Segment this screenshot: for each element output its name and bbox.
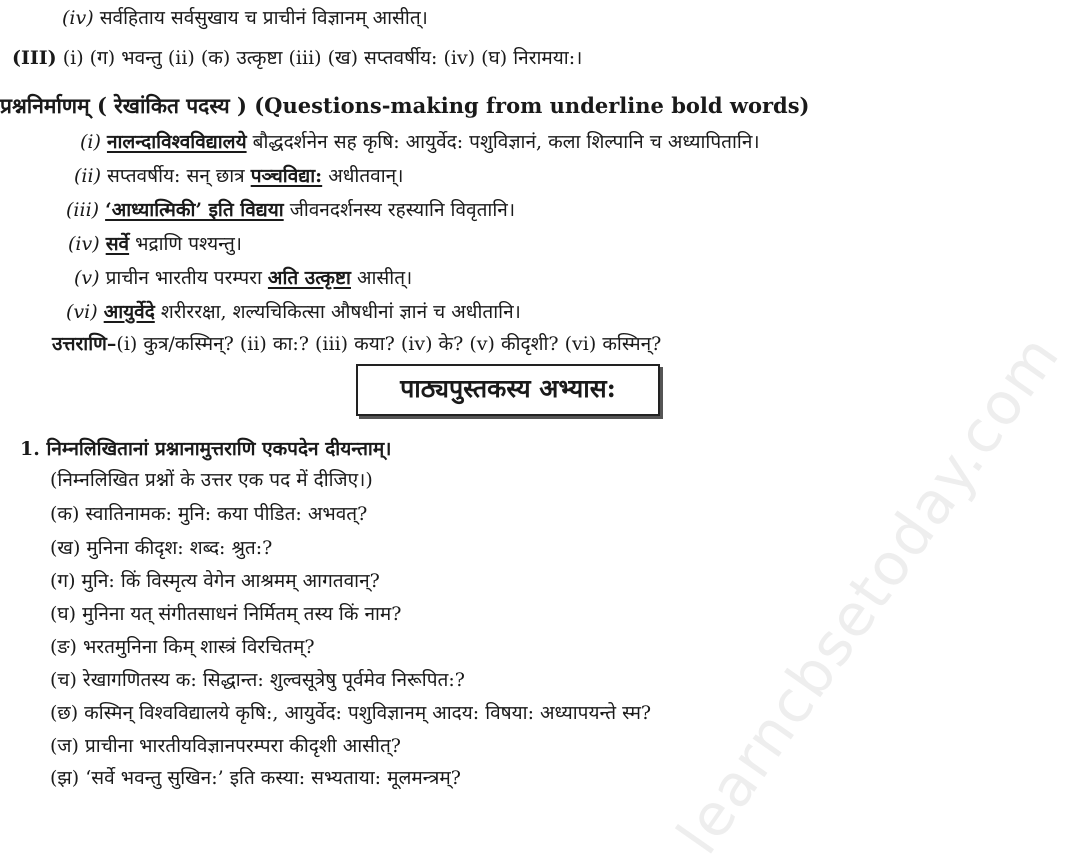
item-number: (ii) [74,165,101,187]
answers-text: (i) कुत्र/कस्मिन्? (ii) का:? (iii) कया? (iv) के? (v) कीदृशी? (vi) कस्मिन्? [116,333,662,355]
item-post: जीवनदर्शनस्य रहस्यानि विवृतानि। [283,199,516,221]
exercise-item: (ज) प्राचीना भारतीयविज्ञानपरम्परा कीदृशी आसीत्? [50,735,401,757]
top-line-iv [62,6,428,30]
watermark-text: learncbsetoday.com [663,322,1073,866]
underlined-word: नालन्दाविश्वविद्यालये [106,131,247,153]
item-post: आसीत्। [350,267,413,289]
item-number: (iv) [68,233,100,255]
underlined-word: ‘आध्यात्मिकी’ इति विद्यया [105,199,284,221]
item-number: (III) [12,47,57,69]
underlined-word: आयुर्वेदे [103,301,155,323]
question-number: 1. [20,438,40,460]
question-title [20,437,391,461]
item-pre: सप्तवर्षीय: सन् छात्र [107,165,251,187]
list-item [74,266,412,290]
item-post: बौद्धदर्शनेन सह कृषि: आयुर्वेद: पशुविज्ञानं, कला शिल्पानि च अध्यापितानि। [246,131,760,153]
item-number: (vi) [66,301,98,323]
list-item [66,198,515,222]
item-pre: प्राचीन भारतीय परम्परा [105,267,268,289]
exercise-item: (ख) मुनिना कीदृश: शब्द: श्रुत:? [50,537,273,559]
section-heading [0,94,809,118]
item-number: (iv) [62,7,94,29]
exercise-item: (झ) ‘सर्वे भवन्तु सुखिन:’ इति कस्या: सभ्यताया: मूलमन्त्रम्? [50,767,461,789]
exercise-item: (ग) मुनि: किं विस्मृत्य वेगेन आश्रमम् आगतवान्? [50,570,380,592]
item-number: (i) [80,131,101,153]
top-line-III [12,46,582,70]
section-heading-english: (Questions-making from underline bold words) [254,93,810,118]
answers-label: उत्तराणि– [52,333,117,355]
underlined-word: पञ्चविद्या: [250,165,323,187]
item-post: अधीतवान्। [322,165,404,187]
underlined-word: सर्वे [105,233,130,255]
exercise-item: (च) रेखागणितस्य क: सिद्धान्त: शुल्वसूत्रेषु पूर्वमेव निरूपित:? [50,669,465,691]
item-number: (v) [74,267,100,289]
exercise-item: (क) स्वातिनामक: मुनि: कया पीडित: अभवत्? [50,503,368,525]
question-text: निम्नलिखितानां प्रश्नानामुत्तराणि एकपदेन दीयन्ताम्। [46,438,392,460]
item-post: शरीररक्षा, शल्यचिकित्सा औषधीनां ज्ञानं च अधीतानि। [154,301,521,323]
list-item [66,300,521,324]
item-text: सर्वहिताय सर्वसुखाय च प्राचीनं विज्ञानम् आसीत्। [99,7,428,29]
item-number: (iii) [66,199,100,221]
exercise-item: (छ) कस्मिन् विश्वविद्यालये कृषि:, आयुर्वेद: पशुविज्ञानम् आदय: विषया: अध्यापयन्ते स्म? [50,702,652,724]
list-item [80,130,760,154]
exercise-item: (घ) मुनिना यत् संगीतसाधनं निर्मितम् तस्य किं नाम? [50,603,402,625]
exercise-item: (ङ) भरतमुनिना किम् शास्त्रं विरचितम्? [50,636,315,658]
underlined-word: अति उत्कृष्टा [267,267,351,289]
list-item [74,164,403,188]
item-text: (i) (ग) भवन्तु (ii) (क) उत्कृष्टा (iii) (ख) सप्तवर्षीय: (iv) (घ) निरामया:। [62,47,583,69]
question-subtitle: (निम्नलिखित प्रश्नों के उत्तर एक पद में दीजिए।) [50,469,373,491]
item-post: भद्राणि पश्यन्तु। [129,233,242,255]
answers-line [52,332,661,356]
section-heading-hindi: प्रश्ननिर्माणम् ( रेखांकित पदस्य ) [0,93,247,118]
textbook-exercise-title: पाठ्यपुस्तकस्य अभ्यास: [356,364,660,416]
list-item [68,232,242,256]
